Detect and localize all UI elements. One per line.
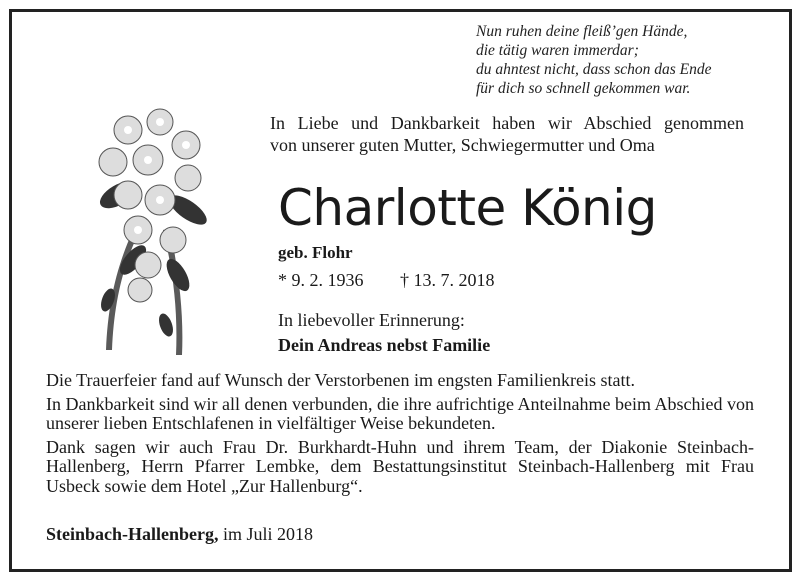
body-text <box>46 371 754 500</box>
poem-line: für dich so schnell gekommen war. <box>476 80 691 97</box>
poem-line: die tätig waren immerdar; <box>476 42 639 59</box>
flower-bouquet-image <box>78 100 223 360</box>
footer-place: Steinbach-Hallenberg, <box>46 524 219 544</box>
birth-date: * 9. 2. 1936 <box>278 270 364 290</box>
intro-text <box>270 112 744 156</box>
family-signature: Dein Andreas nebst Familie <box>278 335 491 355</box>
memory-label: In liebevoller Erinnerung: <box>278 310 465 330</box>
footer-date: im Juli 2018 <box>223 524 314 544</box>
intro-line-1: In Liebe und Dankbarkeit haben wir Abschied genommen <box>270 113 744 133</box>
body-paragraph: Die Trauerfeier fand auf Wunsch der Verstorbenen im engsten Familienkreis statt. <box>46 370 635 390</box>
footer-line <box>46 524 313 545</box>
birth-name: geb. Flohr <box>278 243 353 262</box>
intro-line-2: von unserer guten Mutter, Schwiegermutter und Oma <box>270 135 655 155</box>
life-dates <box>278 270 495 291</box>
poem <box>476 22 712 98</box>
body-paragraph: Dank sagen wir auch Frau Dr. Burkhardt-Huhn und ihrem Team, der Diakonie Steinbach-Hallenberg, Herrn Pfarrer Lembke, dem Bestattungsinstitut Steinbach-Hallenberg mit Frau Usbeck sowie dem Hotel „Zur Hallenburg“. <box>46 436 754 496</box>
poem-line: Nun ruhen deine fleiß’gen Hände, <box>476 23 688 40</box>
deceased-name: Charlotte König <box>278 179 657 237</box>
body-paragraph: In Dankbarkeit sind wir all denen verbunden, die ihre aufrichtige Anteilnahme beim Abschied von unserer lieben Entschlafenen in vielfältiger Weise bekundeten. <box>46 393 754 433</box>
death-date: † 13. 7. 2018 <box>400 270 495 290</box>
poem-line: du ahntest nicht, dass schon das Ende <box>476 61 712 78</box>
